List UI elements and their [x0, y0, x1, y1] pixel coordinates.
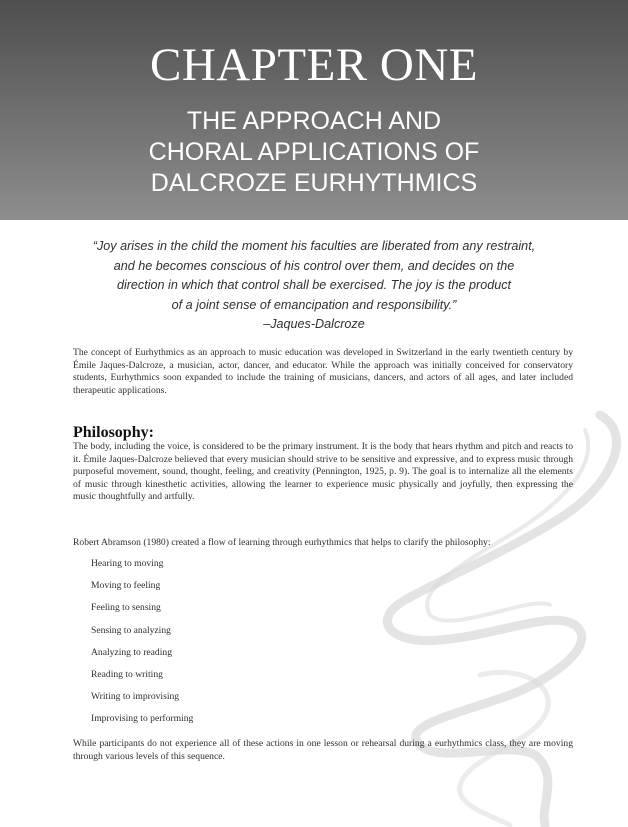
epigraph-quote	[60, 237, 568, 335]
closing-paragraph: While participants do not experience all of these actions in one lesson or rehearsal during a eurhythmics class, they are moving through various levels of this sequence.	[73, 738, 573, 762]
learning-sequence-list	[91, 558, 391, 736]
subtitle-line: THE APPROACH AND	[186, 107, 442, 135]
chapter-title: CHAPTER ONE	[150, 39, 478, 91]
chapter-subtitle	[0, 106, 628, 199]
subtitle-line: CHORAL APPLICATIONS OF	[148, 138, 480, 166]
section-heading-philosophy: Philosophy:	[73, 424, 154, 441]
quote-line: of a joint sense of emancipation and responsibility.”	[171, 297, 457, 312]
quote-attribution: –Jaques-Dalcroze	[263, 317, 365, 331]
subtitle-line: DALCROZE EURHYTHMICS	[150, 169, 478, 197]
list-item: Sensing to analyzing	[91, 624, 171, 636]
list-item: Moving to feeling	[91, 580, 161, 592]
philosophy-paragraph: The body, including the voice, is considered to be the primary instrument. It is the body that hears rhythm and pitch and reacts to it. Émile Jaques-Dalcroze believed that every musician should strive to be sensitive and expressive, and to express music through purposeful movement, sound, thought, feeling, and creativity (Pennington, 1925, p. 9). The goal is to internalize all the elements of music through kinesthetic activities, allowing the learner to experience music physically and joyfully, then expressing the music thoughtfully and artfully.	[73, 441, 573, 502]
abramson-paragraph: Robert Abramson (1980) created a flow of learning through eurhythmics that helps to clarify the philosophy:	[73, 537, 491, 548]
list-item: Hearing to moving	[91, 558, 164, 569]
list-item: Analyzing to reading	[91, 646, 172, 658]
quote-line: direction in which that control shall be exercised. The joy is the product	[116, 278, 512, 292]
list-item: Reading to writing	[91, 668, 163, 680]
intro-paragraph: The concept of Eurhythmics as an approach to music education was developed in Switzerland in the early twentieth century by Émile Jaques-Dalcroze, a musician, actor, dancer, and educator. While the approach was initially conceived for conservatory students, Eurhythmics soon expanded to include the training of musicians, dancers, and actors of all ages, and later included therapeutic applications.	[73, 347, 573, 396]
quote-line: and he becomes conscious of his control over them, and decides on the	[113, 258, 515, 273]
list-item: Improvising to performing	[91, 713, 194, 725]
list-item: Writing to improvising	[91, 691, 180, 703]
chapter-header	[0, 0, 628, 220]
list-item: Feeling to sensing	[91, 602, 161, 614]
quote-line: “Joy arises in the child the moment his faculties are liberated from any restraint,	[92, 239, 536, 253]
